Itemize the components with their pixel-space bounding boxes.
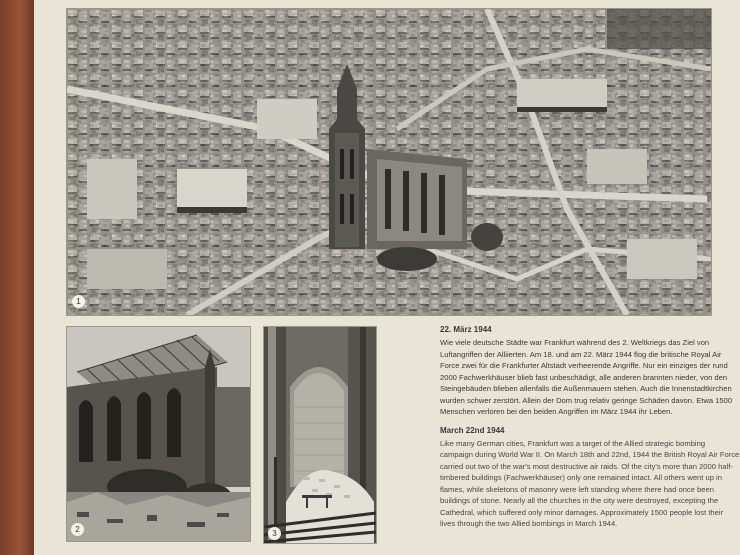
text-column: [440, 324, 740, 537]
photo-3-number: 3: [268, 527, 281, 540]
cathedral-ruin-photo: [66, 326, 251, 542]
english-paragraph: Like many German cities, Frankfurt was a target of the Allied strategic bombing campaign during World War II. On March 18th and 22nd, 1944 the British Royal Air Force carried out two of the war's most destructive air raids. Of the city's more than 2000 half-timbered buildings (Fachwerkhäuser) only one remained intact. All others went up in flames, while skeletons of masonry were left standing where there had once been buildings of stone. Nearly all the churches in the city were destroyed, excepting the Cathedral, which suffered only minor damages. Approximately 1500 people lost their lives through the two Allied bombings in March 1944.: [440, 438, 740, 528]
interior-ruin-photo: [263, 326, 377, 544]
german-heading: 22. März 1944: [440, 325, 492, 334]
photo-1-number: 1: [72, 295, 85, 308]
photo-2-number: 2: [71, 523, 84, 536]
wall-frame: [0, 0, 34, 555]
exhibit-panel: [34, 0, 740, 555]
english-heading: March 22nd 1944: [440, 425, 505, 435]
german-paragraph: Wie viele deutsche Städte war Frankfurt während des 2. Weltkriegs das Ziel von Luftangriffen der Alliierten. Am 18. und am 22. März 1944 flog die britische Royal Air Force zwei für die Frankfurter Altstadt verheerende Angriffe. Nur ein einziges der rund 2000 Fachwerkhäuser blieb fast unbeschädigt, alle anderen brannten nieder, von den Steingebäuden blieben allenfalls die Außenmauern stehen. Auch die Innenstadtkirchen wurden schwer zerstört. Allein der Dom trug relativ geringe Schäden davon. Etwa 1500 Menschen verloren bei den beiden Angriffen im März 1944 ihr Leben.: [440, 338, 733, 416]
aerial-photo-cathedral: [66, 8, 712, 316]
